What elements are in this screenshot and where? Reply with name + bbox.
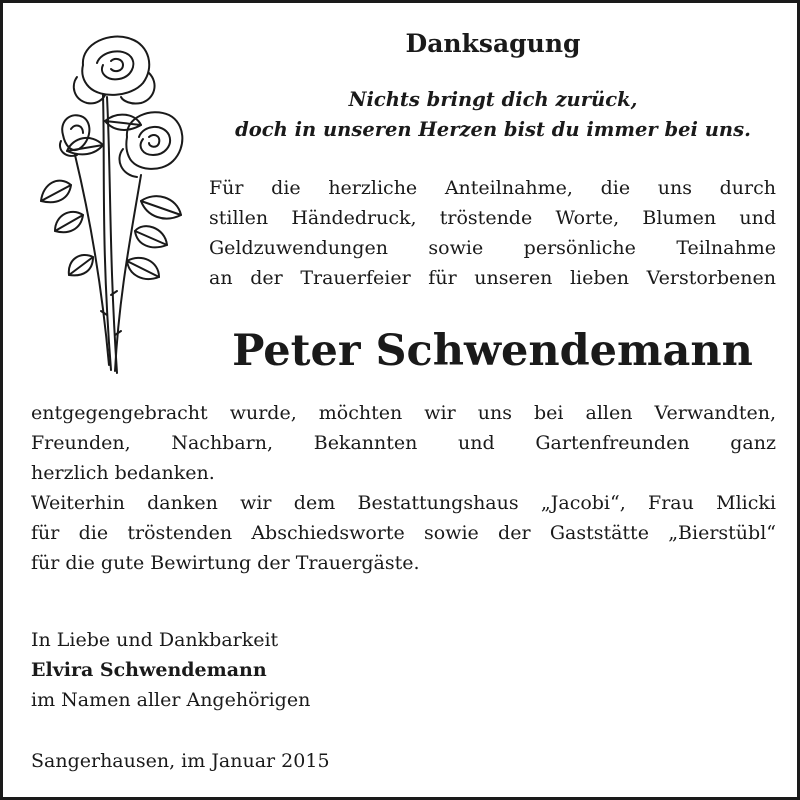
body-paragraph xyxy=(31,398,776,578)
intro-paragraph xyxy=(209,173,776,293)
body-line: Weiterhin danken wir dem Bestattungshaus „Jacobi“, Frau Mlicki xyxy=(31,492,776,514)
deceased-name: Peter Schwendemann xyxy=(232,326,753,376)
body-line: entgegengebracht wurde, möchten wir uns bei allen Verwandten, xyxy=(31,402,776,424)
motto-line: Nichts bringt dich zurück, xyxy=(348,88,638,111)
closing-block xyxy=(31,625,310,715)
body-line: herzlich bedanken. xyxy=(31,462,215,484)
intro-line: an der Trauerfeier für unseren lieben Verstorbenen xyxy=(209,267,776,289)
body-line: für die gute Bewirtung der Trauergäste. xyxy=(31,552,420,574)
motto xyxy=(183,85,800,145)
body-line: Freunden, Nachbarn, Bekannten und Gartenfreunden ganz xyxy=(31,432,776,454)
body-line: für die tröstenden Abschiedsworte sowie der Gaststätte „Bierstübl“ xyxy=(31,522,776,544)
heading: Danksagung xyxy=(405,29,581,58)
closing-on-behalf: im Namen aller Angehörigen xyxy=(31,689,311,711)
signature-name: Elvira Schwendemann xyxy=(31,659,267,681)
intro-line: Für die herzliche Anteilnahme, die uns durch xyxy=(209,177,776,199)
closing-greeting: In Liebe und Dankbarkeit xyxy=(31,629,279,651)
place-and-date: Sangerhausen, im Januar 2015 xyxy=(31,750,330,772)
intro-line: Geldzuwendungen sowie persönliche Teilnahme xyxy=(209,237,776,259)
motto-line: doch in unseren Herzen bist du immer bei uns. xyxy=(235,118,751,141)
rose-illustration-icon xyxy=(31,25,191,385)
intro-line: stillen Händedruck, tröstende Worte, Blumen und xyxy=(209,207,776,229)
